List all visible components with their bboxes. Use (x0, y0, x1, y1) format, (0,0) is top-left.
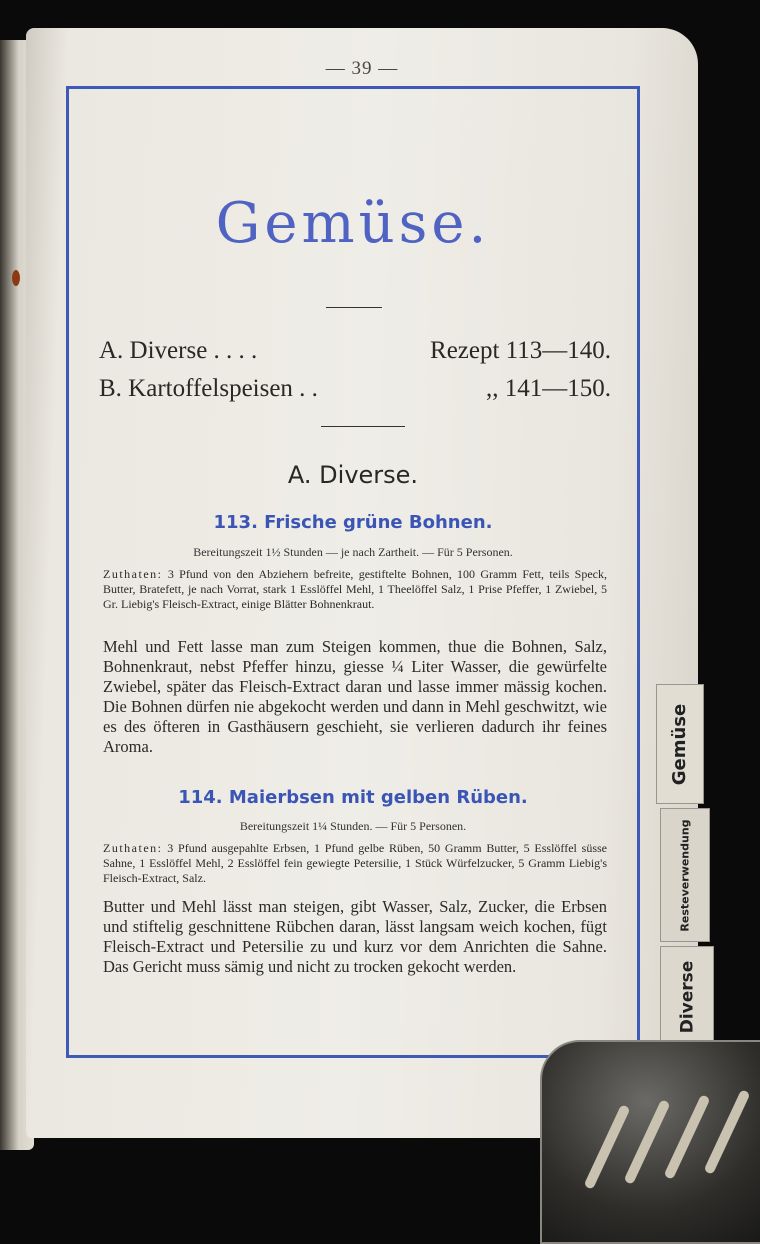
ingredients-label: Zuthaten: (103, 567, 163, 581)
ingredients-text: 3 Pfund von den Abziehern befreite, gestiftelte Bohnen, 100 Gramm Fett, teils Speck, Butter, Bratefett, je nach Vorrat, stark 1 Esslöffel Mehl, 1 Theelöffel Salz, 1 Prise Pfeffer, 1 Zwiebel, 5 Gr. Liebig's Fleisch-Extract, einige Blätter Bohnenkraut. (103, 567, 607, 611)
recipe-method: Mehl und Fett lasse man zum Steigen kommen, thue die Bohnen, Salz, Bohnenkraut, nebst Pfeffer hinzu, giesse ¼ Liter Wasser, die gewürfelte Zwiebel, später das Fleisch-Extract daran und lasse immer mässig kochen. Die Bohnen dürfen nie abgekocht werden und dann in Mehl geschwitzt, wie es des öfteren in Gasthäusern geschieht, sie verlieren dadurch ihr feines Aroma. (103, 637, 607, 756)
ingredients-text: 3 Pfund ausgepahlte Erbsen, 1 Pfund gelbe Rüben, 50 Gramm Butter, 5 Esslöffel süsse Sahne, 1 Esslöffel Mehl, 2 Esslöffel fein gewiegte Petersilie, 1 Stück Würfelzucker, 5 Gramm Liebig's Fleisch-Extract, Salz. (103, 841, 607, 885)
ingredients-label: Zuthaten: (103, 841, 163, 855)
toc-ref: ,, 141—150. (486, 375, 611, 402)
toc-ref: Rezept 113—140. (430, 337, 611, 364)
divider-middle (321, 426, 405, 427)
grater-slot (623, 1099, 670, 1185)
page-title: Gemüse. (215, 191, 491, 256)
book-page (26, 28, 698, 1138)
recipe-ingredients (103, 841, 607, 886)
toc-label: B. Kartoffelspeisen . . (99, 375, 318, 402)
recipe-ingredients (103, 567, 607, 612)
stain-mark (12, 270, 20, 286)
grater-slot (663, 1094, 710, 1180)
grater-slot (583, 1104, 630, 1190)
tab-diverse: Diverse (660, 946, 714, 1048)
recipe-prep-time: Bereitungszeit 1½ Stunden — je nach Zartheit. — Für 5 Personen. (193, 545, 513, 559)
tab-gemuese: Gemüse (656, 684, 704, 804)
metal-grater (540, 1040, 760, 1244)
page-frame (66, 86, 640, 1058)
divider-top (326, 307, 382, 308)
recipe-title: 113. Frische grüne Bohnen. (213, 512, 493, 533)
recipe-prep-time: Bereitungszeit 1¼ Stunden. — Für 5 Personen. (239, 819, 467, 833)
section-heading: A. Diverse. (287, 461, 419, 489)
recipe-title: 114. Maierbsen mit gelben Rüben. (178, 787, 528, 808)
toc-label: A. Diverse . . . . (99, 337, 258, 364)
recipe-method: Butter und Mehl lässt man steigen, gibt Wasser, Salz, Zucker, die Erbsen und stiftelig geschnittene Rübchen daran, lässt langsam weich kochen, fügt Fleisch-Extract und Petersilie zu und kurz vor dem Anrichten die Sahne. Das Gericht muss sämig und nicht zu trocken gekocht werden. (103, 897, 607, 976)
grater-slot (703, 1089, 750, 1175)
page-number: — 39 — (325, 58, 399, 79)
tab-resteverwendung: Resteverwendung (660, 808, 710, 942)
